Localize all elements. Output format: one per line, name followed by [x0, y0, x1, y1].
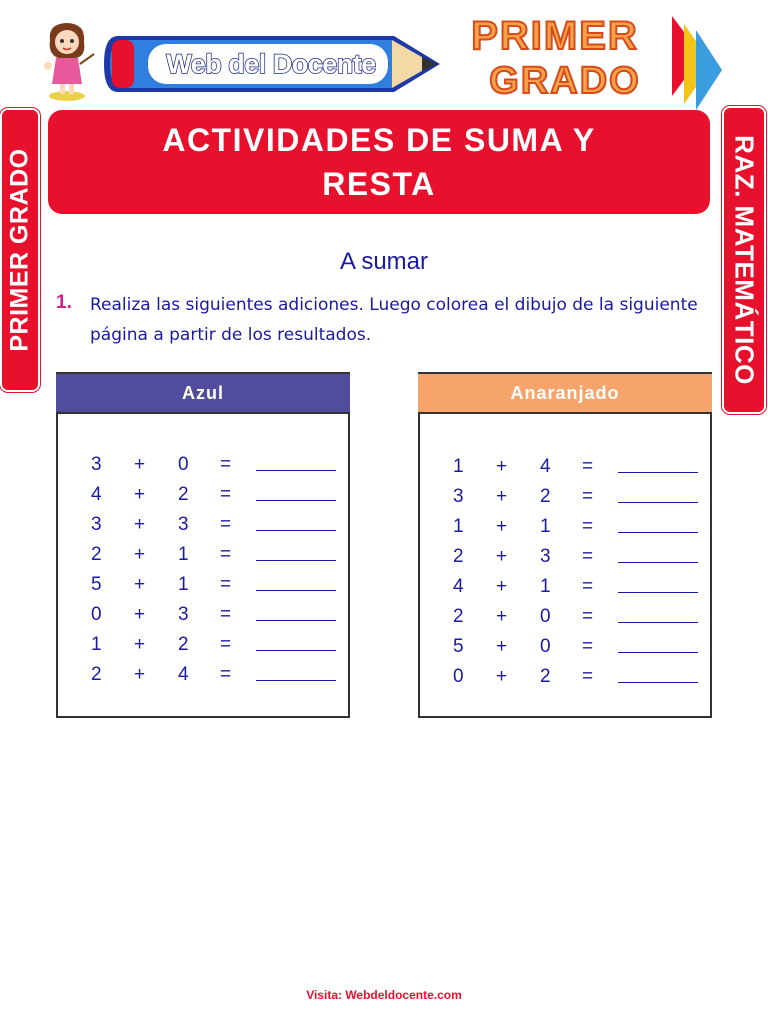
equals-sign: =: [582, 486, 594, 507]
table-row: [58, 484, 348, 512]
plus-sign: +: [134, 634, 146, 655]
table-row: [58, 604, 348, 632]
equals-sign: =: [220, 664, 232, 685]
question-text: Realiza las siguientes adiciones. Luego colorea el dibujo de la siguiente página a partir de los resultados.: [90, 295, 698, 345]
addend-b: 2: [178, 634, 189, 655]
addend-b: 0: [540, 636, 551, 657]
addend-b: 0: [178, 454, 189, 475]
answer-blank[interactable]: [256, 574, 336, 591]
equals-sign: =: [220, 604, 232, 625]
equals-sign: =: [582, 456, 594, 477]
table-row: [420, 516, 710, 544]
footer-link[interactable]: Visita: Webdeldocente.com: [306, 988, 462, 1002]
table-row: [58, 454, 348, 482]
equals-sign: =: [220, 544, 232, 565]
addend-a: 2: [453, 606, 464, 627]
answer-blank[interactable]: [618, 546, 698, 563]
table-row: [420, 576, 710, 604]
equals-sign: =: [582, 636, 594, 657]
equals-sign: =: [220, 574, 232, 595]
grade-badge-line2: GRADO: [489, 60, 641, 102]
plus-sign: +: [134, 664, 146, 685]
equals-sign: =: [582, 576, 594, 597]
addend-b: 3: [178, 514, 189, 535]
addend-b: 2: [178, 484, 189, 505]
answer-blank[interactable]: [618, 576, 698, 593]
answer-blank[interactable]: [256, 604, 336, 621]
addend-a: 4: [453, 576, 464, 597]
addend-a: 2: [453, 546, 464, 567]
plus-sign: +: [134, 604, 146, 625]
title-banner: [48, 110, 710, 214]
table-row: [58, 664, 348, 692]
equals-sign: =: [220, 514, 232, 535]
answer-blank[interactable]: [256, 514, 336, 531]
grade-badge: [440, 10, 732, 106]
table-heading: Azul: [56, 372, 350, 414]
table-row: [58, 574, 348, 602]
table-row: [58, 634, 348, 662]
equals-sign: =: [582, 606, 594, 627]
plus-sign: +: [496, 606, 508, 627]
plus-sign: +: [496, 546, 508, 567]
answer-blank[interactable]: [618, 516, 698, 533]
addend-b: 3: [540, 546, 551, 567]
logo-label: Web del Docente: [166, 48, 376, 79]
addend-a: 1: [91, 634, 102, 655]
answer-blank[interactable]: [618, 486, 698, 503]
answer-blank[interactable]: [256, 484, 336, 501]
addend-b: 1: [178, 544, 189, 565]
addend-a: 2: [91, 664, 102, 685]
table-row: [420, 546, 710, 574]
addend-a: 1: [453, 516, 464, 537]
addend-a: 3: [91, 514, 102, 535]
table-row: [420, 636, 710, 664]
plus-sign: +: [496, 486, 508, 507]
plus-sign: +: [496, 516, 508, 537]
addend-a: 0: [453, 666, 464, 687]
addend-a: 0: [91, 604, 102, 625]
table-row: [420, 606, 710, 634]
table-row: [58, 544, 348, 572]
exercise-table-anaranjado: [418, 372, 712, 718]
equals-sign: =: [220, 484, 232, 505]
plus-sign: +: [134, 484, 146, 505]
equals-sign: =: [582, 666, 594, 687]
answer-blank[interactable]: [256, 664, 336, 681]
plus-sign: +: [496, 576, 508, 597]
addend-b: 2: [540, 486, 551, 507]
table-row: [58, 514, 348, 542]
addend-a: 5: [91, 574, 102, 595]
addend-b: 4: [540, 456, 551, 477]
plus-sign: +: [134, 544, 146, 565]
addend-b: 1: [540, 576, 551, 597]
equals-sign: =: [582, 546, 594, 567]
addend-b: 1: [540, 516, 551, 537]
table-row: [420, 456, 710, 484]
side-banner-left-label: PRIMER GRADO: [5, 148, 34, 352]
answer-blank[interactable]: [618, 456, 698, 473]
plus-sign: +: [496, 456, 508, 477]
arrow-blue-icon: [696, 30, 722, 110]
equals-sign: =: [220, 634, 232, 655]
addend-b: 1: [178, 574, 189, 595]
plus-sign: +: [496, 636, 508, 657]
table-heading: Anaranjado: [418, 372, 712, 414]
addend-b: 4: [178, 664, 189, 685]
plus-sign: +: [496, 666, 508, 687]
plus-sign: +: [134, 514, 146, 535]
equals-sign: =: [582, 516, 594, 537]
side-banner-right-label: RAZ. MATEMÁTICO: [729, 135, 760, 385]
question-number: 1.: [56, 292, 72, 313]
answer-blank[interactable]: [256, 544, 336, 561]
section-subtitle: A sumar: [339, 248, 429, 275]
plus-sign: +: [134, 454, 146, 475]
addend-b: 3: [178, 604, 189, 625]
table-row: [420, 486, 710, 514]
equals-sign: =: [220, 454, 232, 475]
addend-a: 3: [91, 454, 102, 475]
answer-blank[interactable]: [256, 454, 336, 471]
addend-a: 1: [453, 456, 464, 477]
addend-a: 4: [91, 484, 102, 505]
site-logo[interactable]: [104, 26, 444, 102]
grade-badge-line1: PRIMER: [471, 14, 639, 58]
addend-b: 0: [540, 606, 551, 627]
table-row: [420, 666, 710, 694]
plus-sign: +: [134, 574, 146, 595]
addend-a: 3: [453, 486, 464, 507]
addend-a: 5: [453, 636, 464, 657]
exercise-table-azul: [56, 372, 350, 718]
answer-blank[interactable]: [618, 666, 698, 683]
teacher-mascot-icon: [36, 18, 98, 104]
answer-blank[interactable]: [618, 606, 698, 623]
answer-blank[interactable]: [256, 634, 336, 651]
answer-blank[interactable]: [618, 636, 698, 653]
addend-b: 2: [540, 666, 551, 687]
addend-a: 2: [91, 544, 102, 565]
page-title: ACTIVIDADES DE SUMA Y RESTA: [162, 122, 596, 202]
